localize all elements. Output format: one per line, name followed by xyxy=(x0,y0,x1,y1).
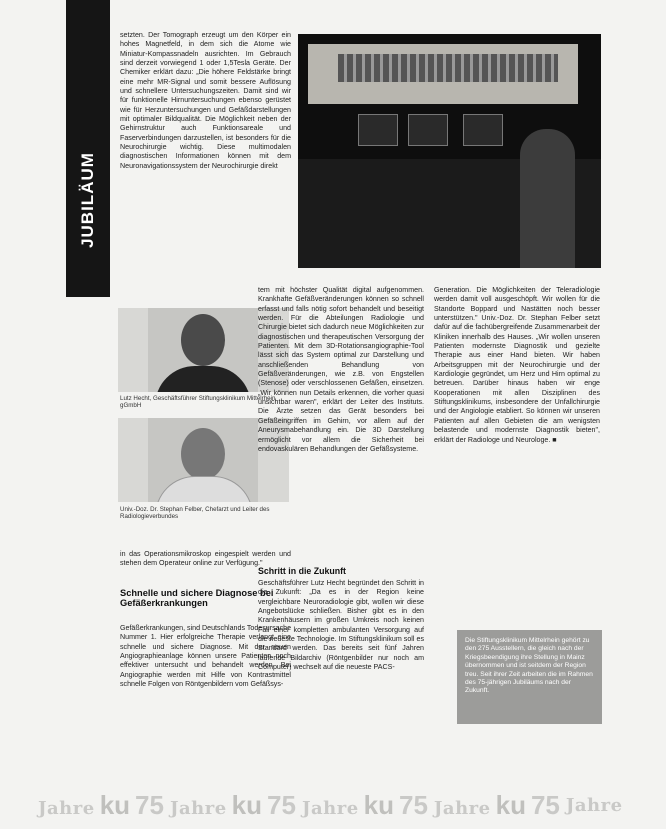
column-1-text: setzten. Der Tomograph erzeugt um den Körper ein hohes Magnetfeld, in dem sich die Atome wie Miniatur-Kompassnadeln ausrichten. Im Gebrauch sind derzeit vorwiegend 1 oder 1,5Tesla Geräte. Der Chemiker erklärt dazu: „Die höhere Feldstärke bringt eine mehr MR-Signal und somit bessere Auflösung und schnellere Untersuchungszeiten. Damit sind wir für funktionelle Hirnuntersuchungen ebenso gerüstet wie für Herzuntersuchungen und Gefäßdarstellungen mit optimaler Bildqualität. Die Möglichkeit neben der Gehirnstruktur auch Funktionsareale und Faserverbindungen darzustellen, ist besonders für die Neurochirurgie wichtig. Diese multimodalen diagnostischen Informationen können mit dem Neuronavigationssystem der Neurochirurgie direkt xyxy=(120,31,291,170)
footer-unit: Jahre ku 75 xyxy=(169,790,296,820)
photo-monitor xyxy=(408,114,448,146)
column-2-text: tem mit höchster Qualität digital aufgenommen. Krankhafte Gefäßveränderungen können so schnell erfasst und falls nötig sofort behandelt und beseitigt werden. Für die Abteilungen Radiologie und Chirurgie bietet sich dadurch neue Möglichkeiten zur diagnostischen und therapeutischen Versorgung der Patienten. Mit dem 3D-Rotationsangiographie-Tool lässt sich das System optimal zur Darstellung und anschließenden Behandlung von Gefäßveränderungen, wie z.B. von Engstellen (Stenose) oder verschlossenen Gefäßen, einsetzen. „Wir können nun Details erkennen, die vorher quasi unsichtbar waren", erklärt der Leiter des Instituts. Die Ärzte setzen das Gerät besonders bei Gefäßeingriffen im Gehirn, vor allem auf der Aneurysmabehandlung ein. Die 3D Darstellung ermöglicht vor allem die Sicherheit bei endovaskulären Behandlungen der Gefäßsysteme. xyxy=(258,286,424,453)
footer-unit: Jahre ku 75 xyxy=(433,790,560,820)
column-2-bottom-text: Geschäftsführer Lutz Hecht begründet den Schritt in die Zukunft: „Da es in der Region keine vergleichbare Neuroradiologie gibt, wollen wir diese Angebotslücke schließen. Bisher gibt es in den Krankenhäusern im großen Umkreis noch keinen Fall einer kompletten ambulanten Versorgung auf die neueste Technologie. Im Stiftungsklinikum soll es Standard werden. Das bereits seit fünf Jahren laufende Bildarchiv (Röntgenbilder nur noch am Computer) wechselt auf die neueste PACS- xyxy=(258,579,424,672)
column-1-continued: in das Operationsmikroskop eingespielt werden und stehen dem Operateur online zur Verfügung." xyxy=(120,550,291,568)
caption-felber: Univ.-Doz. Dr. Stephan Felber, Chefarzt und Leiter des Radiologieverbundes xyxy=(120,506,270,521)
caption-hecht: Lutz Hecht, Geschäftsführer Stiftungsklinikum Mittelrhein gGmbH xyxy=(120,395,276,410)
article-column-2 xyxy=(258,286,424,454)
footer-unit: Jahre ku 75 xyxy=(301,790,428,820)
info-box-text: Die Stiftungsklinikum Mittelrhein gehört zu den 275 Ausstellern, die gleich nach der Kriegsbeendigung ihre Stellung in Mainz übernommen und ist seitdem der Region treu. Seit ihrer Zeit arbeiten die im Rahmen des 75-jährigen Jubiläums nach der Zukunft. xyxy=(465,637,593,695)
article-column-3 xyxy=(434,286,600,445)
section-heading: Schnelle und sichere Diagnose bei Gefäßerkrankungen xyxy=(120,588,274,609)
article-column-1 xyxy=(120,31,291,171)
column-3-text: Generation. Die Möglichkeiten der Teleradiologie werden damit voll ausgeschöpft. Wir wollen für die Standorte Boppard und Nastätten noch besser unterstützen." Univ.-Doz. Dr. Stephan Felber setzt dafür auf die fachübergreifende Zusammenarbeit der Kliniken innerhalb des Hauses. „Wir wollen unseren Patienten modernste Diagnostik und gezielte Therapie aus einer Hand bieten. Wir haben Arbeitsgruppen mit der Neurochirurgie und der Kardiologie gegründet, um Herz und Hirn optimal zu betreuen. Darüber hinaus haben wir enge Kooperationen mit allen Disziplinen des Stiftungsklinikums, insbesondere der Unfallchirurgie und der Angiologie etabliert. So können wir unseren Patienten auf allen Gebieten die am wenigsten belastende und modernste Diagnostik bieten", erklärt der Radiologe und Neurologe. ■ xyxy=(434,286,601,444)
footer-unit: Jahre ku 75 xyxy=(38,790,164,820)
subheading: Schritt in die Zukunft xyxy=(258,566,346,576)
info-box xyxy=(457,630,602,724)
photo-monitor xyxy=(463,114,503,146)
footer-unit: Jahre xyxy=(565,795,623,816)
scanner-room-photo xyxy=(298,34,601,268)
section-tab xyxy=(66,0,110,297)
column-1-bottom-text: Gefäßerkrankungen, sind Deutschlands Todesursache Nummer 1. Hier erfolgreiche Therapie verlangt eine schnelle und sichere Diagnose. Mit der neuen Angiographieanlage können unsere Patienten noch effektiver untersucht und behandelt werden. Bei Angiographie werden mit Hilfe von Kontrastmittel schnelle Folgen von Röntgenbildern vom Gefäßsys- xyxy=(120,624,292,689)
footer-strip xyxy=(0,790,666,826)
photo-person xyxy=(520,129,575,268)
section-tab-label: JUBILÄUM xyxy=(78,152,97,248)
photo-monitor xyxy=(358,114,398,146)
photo-shelf xyxy=(338,54,558,82)
